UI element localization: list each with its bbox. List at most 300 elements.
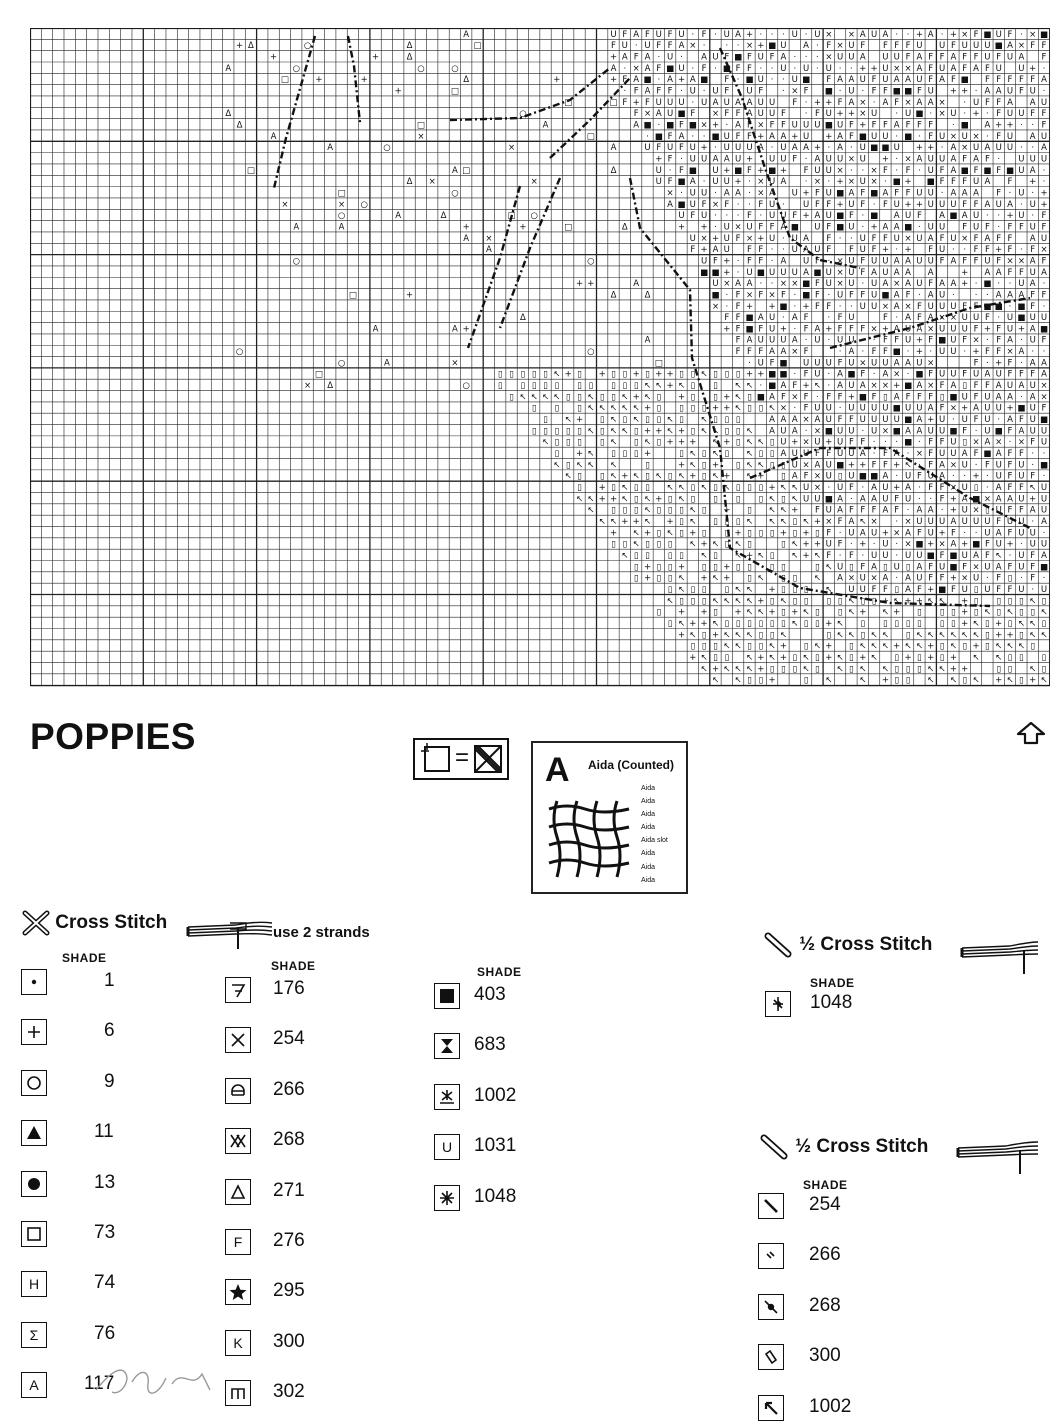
- svg-text:F: F: [667, 41, 673, 52]
- svg-text:U: U: [836, 335, 844, 346]
- svg-text:▯: ▯: [735, 494, 741, 505]
- svg-text:■: ■: [802, 290, 811, 301]
- svg-text:↖: ↖: [745, 517, 754, 527]
- svg-text:·: ·: [838, 233, 842, 244]
- svg-text:↖: ↖: [609, 471, 618, 482]
- svg-text:×: ×: [972, 335, 980, 346]
- svg-text:F: F: [939, 177, 945, 188]
- shade-number: 76: [94, 1322, 116, 1344]
- svg-text:A: A: [859, 528, 866, 539]
- svg-text:▯: ▯: [656, 528, 662, 539]
- svg-text:F: F: [814, 256, 820, 267]
- svg-text:▯: ▯: [973, 483, 979, 493]
- svg-text:U: U: [848, 279, 855, 290]
- svg-text:▯: ▯: [781, 607, 786, 618]
- aida-label: Aida: [641, 798, 656, 806]
- key-row: [225, 1279, 343, 1307]
- svg-text:○: ○: [292, 256, 301, 267]
- svg-text:·: ·: [793, 52, 797, 63]
- svg-text:■: ■: [972, 539, 981, 550]
- svg-text:+: +: [904, 245, 912, 256]
- star-icon: [225, 1279, 251, 1305]
- svg-text:↖: ↖: [881, 630, 889, 641]
- svg-text:A: A: [780, 381, 787, 392]
- svg-text:A: A: [372, 324, 379, 335]
- svg-text:+: +: [711, 630, 720, 641]
- svg-text:A: A: [803, 233, 810, 244]
- svg-text:■: ■: [892, 426, 901, 437]
- svg-text:·: ·: [872, 199, 876, 210]
- svg-text:U: U: [882, 52, 889, 63]
- svg-text:+: +: [723, 267, 731, 278]
- svg-text:■: ■: [881, 290, 890, 301]
- svg-text:F: F: [814, 279, 820, 290]
- thread-needle-icon: [186, 915, 276, 951]
- svg-text:U: U: [825, 188, 832, 199]
- svg-text:U: U: [972, 41, 980, 52]
- svg-text:U: U: [848, 403, 855, 414]
- svg-text:F: F: [939, 437, 945, 448]
- svg-text:·: ·: [736, 267, 740, 278]
- svg-text:U: U: [734, 154, 742, 165]
- svg-text:+: +: [881, 675, 889, 686]
- svg-text:□: □: [337, 188, 346, 199]
- svg-text:×: ×: [904, 517, 912, 527]
- svg-text:F: F: [962, 335, 968, 346]
- svg-text:F: F: [973, 324, 979, 335]
- svg-text:·: ·: [963, 471, 967, 482]
- shade-number: 13: [94, 1171, 116, 1193]
- svg-text:A: A: [927, 505, 934, 516]
- svg-text:F: F: [894, 335, 900, 346]
- svg-text:A: A: [927, 267, 934, 278]
- svg-text:■: ■: [677, 177, 686, 188]
- svg-text:F: F: [962, 52, 968, 63]
- svg-text:+: +: [927, 641, 935, 652]
- svg-text:×: ×: [791, 392, 799, 403]
- svg-text:↖: ↖: [689, 517, 697, 527]
- svg-text:A: A: [837, 369, 844, 380]
- svg-text:·: ·: [1020, 392, 1023, 403]
- svg-text:F: F: [860, 562, 866, 573]
- svg-text:A: A: [984, 267, 991, 278]
- svg-text:F: F: [724, 109, 730, 120]
- svg-text:U: U: [1018, 585, 1025, 595]
- svg-text:·: ·: [952, 415, 955, 426]
- svg-text:A: A: [542, 120, 549, 131]
- svg-text:Δ: Δ: [463, 75, 470, 86]
- key-row: [434, 1134, 544, 1162]
- svg-text:U: U: [984, 392, 991, 403]
- svg-text:×: ×: [847, 573, 855, 584]
- svg-text:A: A: [893, 267, 900, 278]
- svg-text:U: U: [836, 483, 844, 493]
- svg-text:▯: ▯: [894, 585, 900, 595]
- svg-text:A: A: [1041, 143, 1047, 154]
- svg-text:×: ×: [451, 358, 459, 369]
- key-row: [225, 1229, 343, 1257]
- svg-text:F: F: [928, 75, 934, 86]
- svg-text:F: F: [973, 199, 979, 210]
- svg-text:×: ×: [859, 358, 867, 369]
- svg-text:▯: ▯: [577, 392, 582, 403]
- svg-text:U: U: [859, 415, 866, 426]
- svg-text:▯: ▯: [543, 369, 548, 380]
- svg-text:U: U: [825, 267, 832, 278]
- svg-text:↖: ↖: [768, 403, 776, 414]
- svg-text:F: F: [735, 335, 741, 346]
- svg-text:↖: ↖: [757, 437, 765, 448]
- svg-text:A: A: [939, 75, 946, 86]
- svg-text:A: A: [871, 494, 878, 505]
- svg-text:U: U: [678, 211, 685, 222]
- svg-text:+: +: [802, 381, 810, 392]
- svg-text:F: F: [758, 290, 764, 301]
- svg-text:U: U: [938, 301, 946, 312]
- svg-text:▯: ▯: [690, 596, 696, 607]
- svg-text:■: ■: [949, 562, 958, 573]
- svg-text:A: A: [769, 426, 776, 437]
- svg-text:A: A: [746, 335, 753, 346]
- svg-text:▯: ▯: [815, 528, 820, 539]
- shade-number: 300: [273, 1330, 305, 1352]
- svg-text:Δ: Δ: [236, 120, 243, 131]
- svg-text:F: F: [939, 52, 945, 63]
- svg-text:A: A: [995, 483, 1002, 493]
- half-stitch-needle-icon: [764, 932, 794, 958]
- svg-text:F: F: [848, 290, 854, 301]
- svg-text:A: A: [791, 335, 798, 346]
- svg-text:+: +: [825, 619, 833, 629]
- svg-text:■: ■: [960, 120, 969, 131]
- svg-text:F: F: [962, 177, 968, 188]
- svg-text:·: ·: [736, 86, 740, 97]
- svg-text:↖: ↖: [609, 415, 618, 426]
- svg-text:·: ·: [850, 165, 853, 176]
- key-row: [21, 969, 174, 997]
- svg-text:·: ·: [974, 426, 978, 437]
- svg-text:F: F: [769, 358, 775, 369]
- svg-text:▯: ▯: [735, 517, 741, 527]
- svg-text:U: U: [1006, 131, 1014, 142]
- svg-text:▯: ▯: [701, 585, 707, 595]
- svg-text:F: F: [860, 369, 866, 380]
- svg-text:·: ·: [646, 131, 649, 142]
- svg-text:A: A: [893, 75, 900, 86]
- svg-text:F: F: [1030, 245, 1036, 256]
- svg-text:+: +: [609, 494, 618, 505]
- svg-text:■: ■: [1039, 460, 1049, 471]
- svg-text:A: A: [859, 52, 866, 63]
- svg-text:A: A: [678, 41, 685, 52]
- svg-text:·: ·: [906, 29, 910, 40]
- svg-text:□: □: [473, 41, 482, 52]
- svg-text:F: F: [645, 97, 650, 108]
- svg-text:×: ×: [428, 177, 436, 188]
- svg-text:F: F: [848, 415, 854, 426]
- svg-text:■: ■: [926, 551, 935, 561]
- svg-text:F: F: [905, 290, 911, 301]
- svg-text:·: ·: [918, 460, 921, 471]
- double-tick-icon: [758, 1243, 784, 1269]
- svg-text:F: F: [939, 494, 945, 505]
- svg-text:↖: ↖: [734, 630, 742, 641]
- svg-text:·: ·: [702, 41, 706, 52]
- svg-text:U: U: [1029, 539, 1036, 550]
- svg-text:U: U: [938, 347, 946, 358]
- svg-text:+: +: [666, 369, 674, 380]
- svg-text:F: F: [814, 290, 820, 301]
- svg-text:+: +: [904, 596, 912, 607]
- svg-text:F: F: [973, 245, 979, 256]
- svg-text:↖: ↖: [711, 471, 720, 482]
- svg-text:F: F: [747, 211, 752, 222]
- svg-text:↖: ↖: [745, 449, 754, 459]
- svg-text:A: A: [1018, 381, 1025, 392]
- svg-text:A: A: [327, 143, 334, 154]
- svg-text:↖: ↖: [745, 437, 754, 448]
- svg-text:■: ■: [745, 324, 754, 335]
- svg-text:▯: ▯: [905, 630, 911, 641]
- svg-text:·: ·: [1031, 517, 1035, 527]
- svg-text:·: ·: [963, 245, 967, 256]
- svg-text:↖: ↖: [723, 596, 731, 607]
- svg-text:U: U: [723, 143, 730, 154]
- svg-text:+: +: [575, 415, 584, 426]
- svg-text:↖: ↖: [711, 573, 720, 584]
- svg-text:↖: ↖: [1029, 630, 1037, 641]
- svg-text:·: ·: [725, 120, 729, 131]
- svg-text:F: F: [962, 63, 968, 74]
- svg-text:U: U: [1040, 97, 1048, 108]
- svg-text:+: +: [961, 539, 969, 550]
- svg-text:↖: ↖: [700, 426, 708, 437]
- svg-text:■: ■: [824, 120, 833, 131]
- svg-text:F: F: [679, 120, 684, 131]
- svg-text:↖: ↖: [881, 664, 889, 675]
- svg-text:↖: ↖: [825, 675, 833, 686]
- svg-text:A: A: [984, 437, 991, 448]
- svg-text:U: U: [938, 63, 946, 74]
- svg-text:F: F: [928, 279, 934, 290]
- svg-text:F: F: [996, 188, 1002, 199]
- svg-text:■: ■: [824, 426, 833, 437]
- svg-text:×: ×: [961, 29, 969, 40]
- svg-text:·: ·: [759, 211, 763, 222]
- svg-text:A: A: [961, 449, 968, 459]
- svg-text:▯: ▯: [894, 619, 900, 629]
- svg-text:F: F: [882, 233, 888, 244]
- svg-text:F: F: [1018, 415, 1024, 426]
- svg-text:↖: ↖: [813, 641, 821, 652]
- svg-text:A: A: [927, 29, 934, 40]
- svg-text:·: ·: [725, 41, 729, 52]
- svg-text:·: ·: [714, 222, 717, 233]
- svg-text:F: F: [928, 335, 934, 346]
- svg-text:▯: ▯: [599, 426, 605, 437]
- svg-text:F: F: [814, 188, 820, 199]
- svg-text:↖: ↖: [621, 483, 629, 493]
- svg-text:×: ×: [836, 41, 844, 52]
- svg-text:+: +: [825, 641, 833, 652]
- svg-text:F: F: [1007, 449, 1013, 459]
- svg-text:▯: ▯: [849, 653, 854, 663]
- svg-text:+: +: [836, 199, 844, 210]
- svg-text:▯: ▯: [894, 675, 900, 686]
- svg-text:×: ×: [972, 562, 980, 573]
- svg-text:U: U: [791, 75, 798, 86]
- svg-text:U: U: [791, 460, 798, 471]
- svg-text:·: ·: [895, 109, 899, 120]
- svg-text:■: ■: [677, 109, 686, 120]
- svg-text:·: ·: [1020, 199, 1023, 210]
- svg-text:▯: ▯: [690, 494, 696, 505]
- svg-text:U: U: [825, 471, 832, 482]
- square-equals-stitch-legend: [413, 738, 509, 780]
- svg-text:■: ■: [779, 369, 788, 380]
- svg-text:U: U: [1018, 562, 1025, 573]
- svg-text:+: +: [677, 392, 686, 403]
- svg-text:F: F: [996, 585, 1002, 595]
- svg-text:+: +: [802, 301, 810, 312]
- svg-text:·: ·: [748, 358, 751, 369]
- shade-number: 266: [809, 1244, 841, 1266]
- svg-text:·: ·: [963, 97, 967, 108]
- svg-text:▯: ▯: [701, 562, 707, 573]
- svg-text:F: F: [871, 245, 877, 256]
- svg-text:A: A: [995, 494, 1002, 505]
- svg-text:+: +: [1017, 324, 1025, 335]
- svg-text:F: F: [939, 403, 945, 414]
- svg-text:A: A: [644, 63, 651, 74]
- svg-text:↖: ↖: [598, 517, 606, 527]
- svg-text:▯: ▯: [554, 449, 560, 459]
- svg-text:U: U: [1018, 551, 1025, 561]
- svg-text:F: F: [905, 41, 911, 52]
- svg-text:▯: ▯: [860, 619, 866, 629]
- svg-text:F: F: [860, 267, 866, 278]
- svg-text:F: F: [916, 211, 922, 222]
- svg-text:○: ○: [587, 347, 595, 358]
- svg-text:F: F: [973, 256, 979, 267]
- svg-text:A: A: [905, 279, 912, 290]
- svg-text:A: A: [973, 188, 980, 199]
- svg-text:U: U: [1029, 267, 1036, 278]
- svg-text:U: U: [666, 109, 674, 120]
- svg-text:F: F: [758, 245, 764, 256]
- svg-text:F: F: [996, 573, 1002, 584]
- svg-text:U: U: [802, 63, 810, 74]
- svg-text:▯: ▯: [951, 619, 956, 629]
- svg-text:□: □: [314, 369, 323, 380]
- svg-text:■: ■: [983, 279, 992, 290]
- svg-text:U: U: [689, 188, 696, 199]
- svg-text:+: +: [564, 369, 572, 380]
- svg-text:·: ·: [838, 301, 842, 312]
- letter-u-icon: [434, 1134, 460, 1160]
- svg-text:U: U: [768, 324, 776, 335]
- svg-text:·: ·: [736, 199, 740, 210]
- svg-text:A: A: [961, 494, 968, 505]
- key-row: [225, 977, 343, 1005]
- svg-text:·: ·: [1020, 245, 1023, 256]
- svg-text:+: +: [779, 324, 787, 335]
- svg-text:F: F: [1007, 528, 1013, 539]
- svg-text:U: U: [780, 63, 787, 74]
- svg-text:A: A: [780, 347, 787, 358]
- svg-text:■: ■: [870, 211, 879, 222]
- svg-text:↖: ↖: [813, 551, 821, 561]
- shade-number: 300: [809, 1345, 841, 1367]
- svg-text:+: +: [893, 460, 901, 471]
- svg-text:+: +: [893, 641, 901, 652]
- svg-text:F: F: [792, 154, 798, 165]
- svg-text:F: F: [622, 97, 628, 108]
- svg-text:A: A: [1007, 41, 1013, 52]
- svg-text:×: ×: [1017, 256, 1025, 267]
- svg-text:■: ■: [870, 143, 879, 154]
- svg-text:F: F: [667, 177, 673, 188]
- svg-text:+: +: [643, 449, 652, 459]
- svg-text:F: F: [973, 165, 979, 176]
- svg-text:A: A: [610, 143, 617, 154]
- svg-text:▯: ▯: [622, 381, 628, 392]
- svg-text:U: U: [950, 449, 957, 459]
- svg-text:+: +: [270, 52, 278, 63]
- aida-heading: Aida (Counted): [588, 758, 674, 772]
- svg-text:U: U: [938, 324, 946, 335]
- svg-text:+: +: [870, 63, 878, 74]
- svg-text:U: U: [938, 562, 946, 573]
- svg-text:A: A: [451, 165, 458, 176]
- svg-text:U: U: [950, 301, 957, 312]
- svg-text:·: ·: [1042, 471, 1046, 482]
- svg-text:U: U: [961, 313, 968, 324]
- svg-text:A: A: [939, 460, 946, 471]
- x-icon: [225, 1027, 251, 1053]
- svg-text:+: +: [813, 143, 821, 154]
- svg-text:U: U: [995, 63, 1002, 74]
- svg-text:▯: ▯: [667, 619, 673, 629]
- svg-text:U: U: [950, 109, 957, 120]
- svg-text:F: F: [1041, 290, 1047, 301]
- svg-text:↖: ↖: [768, 653, 776, 663]
- svg-text:↖: ↖: [859, 675, 867, 686]
- svg-text:↖: ↖: [1017, 641, 1025, 652]
- svg-text:×: ×: [972, 131, 980, 142]
- svg-text:F: F: [916, 313, 922, 324]
- svg-text:Σ: Σ: [29, 1326, 39, 1343]
- svg-text:·: ·: [736, 75, 740, 86]
- svg-text:U: U: [802, 483, 810, 493]
- svg-text:F: F: [1030, 301, 1036, 312]
- svg-text:F: F: [882, 199, 888, 210]
- svg-text:F: F: [611, 41, 616, 52]
- svg-text:A: A: [1029, 97, 1036, 108]
- svg-text:■: ■: [756, 267, 765, 278]
- svg-text:·: ·: [861, 222, 865, 233]
- svg-text:U: U: [780, 211, 787, 222]
- svg-text:U: U: [825, 415, 832, 426]
- svg-text:+: +: [859, 653, 867, 663]
- svg-text:·: ·: [997, 211, 1001, 222]
- svg-text:·: ·: [895, 437, 899, 448]
- svg-text:U: U: [666, 97, 674, 108]
- svg-text:A: A: [655, 109, 662, 120]
- svg-text:×: ×: [791, 86, 799, 97]
- svg-text:A: A: [973, 63, 980, 74]
- svg-text:×: ×: [745, 233, 754, 244]
